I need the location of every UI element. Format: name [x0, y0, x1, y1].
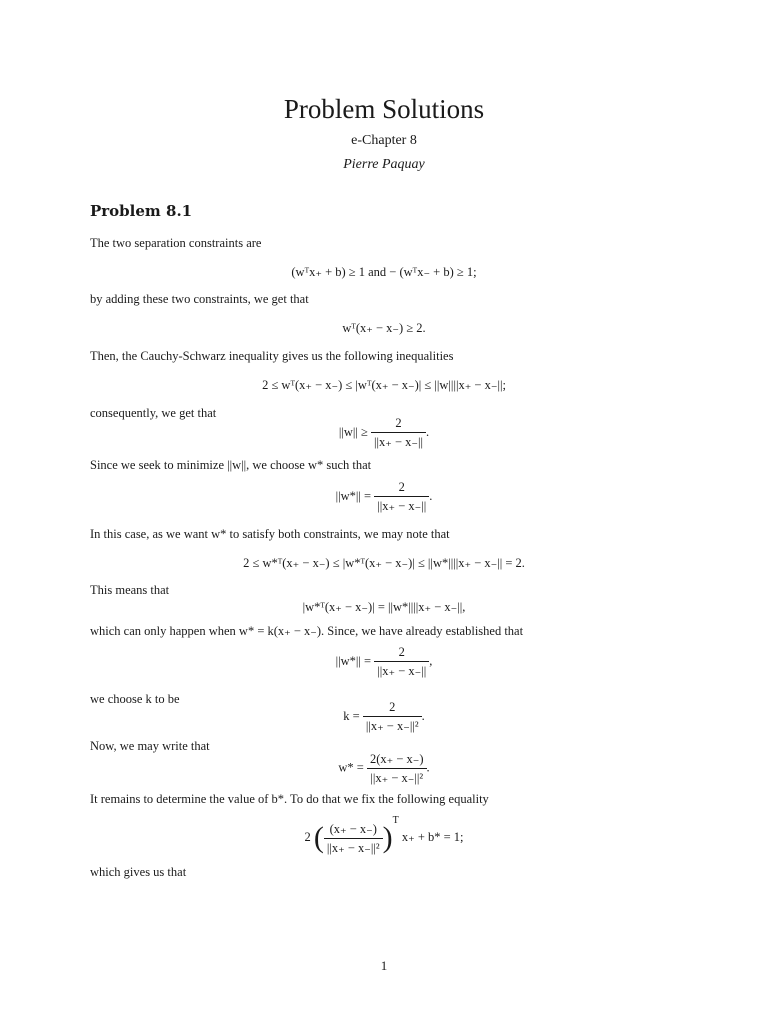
equation-5: [0, 480, 768, 514]
paragraph-8: which can only happen when w* = k(x₊ − x₋). Since, we have already established that: [90, 624, 524, 638]
equation-8-denominator: ||x₊ − x₋||: [377, 664, 427, 678]
paragraph-9: we choose k to be: [90, 692, 180, 706]
page-number: 1: [380, 958, 388, 973]
equation-11-right-paren: ): [382, 821, 393, 855]
equation-11-tail: x₊ + b* = 1;: [401, 830, 464, 844]
equation-11: [0, 815, 768, 856]
equation-10-numerator: 2(x₊ − x₋): [367, 751, 427, 769]
equation-11-coefficient: 2: [304, 830, 311, 844]
equation-10: [0, 751, 768, 786]
equation-1: (wᵀx₊ + b) ≥ 1 and − (wᵀx₋ + b) ≥ 1;: [291, 265, 477, 279]
equation-4-tail: .: [426, 424, 430, 439]
equation-4-numerator: 2: [371, 416, 426, 433]
paragraph-10: Now, we may write that: [90, 739, 210, 753]
equation-4-lhs: ||w|| ≥: [338, 424, 368, 439]
equation-11-left-paren: (: [313, 821, 324, 855]
equation-9-fraction: [363, 700, 422, 734]
equation-11-numerator: (x₊ − x₋): [324, 821, 383, 839]
author-name: Pierre Paquay: [343, 157, 425, 172]
equation-8-fraction: [374, 645, 429, 679]
equation-4-fraction: [371, 416, 426, 450]
paragraph-6: In this case, as we want w* to satisfy both constraints, we may note that: [90, 527, 450, 541]
equation-9-denominator: ||x₊ − x₋||²: [365, 719, 419, 733]
equation-3: 2 ≤ wᵀ(x₊ − x₋) ≤ |wᵀ(x₊ − x₋)| ≤ ||w||||x₊ − x₋||;: [262, 378, 506, 392]
chapter-subtitle: e-Chapter 8: [351, 133, 417, 148]
page-title: Problem Solutions: [283, 94, 485, 124]
paragraph-4: consequently, we get that: [90, 406, 217, 420]
paragraph-12: which gives us that: [90, 865, 187, 879]
equation-10-denominator: ||x₊ − x₋||²: [370, 771, 424, 785]
equation-4: [0, 416, 768, 450]
equation-11-transpose: T: [392, 815, 399, 826]
paragraph-5: Since we seek to minimize ||w||, we choose w* such that: [90, 458, 372, 472]
equation-9-tail: .: [421, 708, 425, 723]
equation-8-numerator: 2: [374, 645, 429, 662]
equation-5-tail: .: [429, 488, 433, 503]
equation-6: 2 ≤ w*ᵀ(x₊ − x₋) ≤ |w*ᵀ(x₊ − x₋)| ≤ ||w*||||x₊ − x₋|| = 2.: [243, 556, 525, 570]
equation-9-lhs: k =: [343, 708, 360, 723]
equation-11-denominator: ||x₊ − x₋||²: [326, 840, 380, 855]
equation-8-tail: ,: [429, 653, 433, 668]
equation-8: [0, 645, 768, 679]
equation-10-fraction: [367, 751, 427, 786]
equation-5-fraction: [374, 480, 429, 514]
equation-11-fraction: [324, 821, 383, 856]
equation-5-numerator: 2: [374, 480, 429, 497]
section-heading: Problem 8.1: [90, 202, 193, 220]
paragraph-1: The two separation constraints are: [90, 236, 262, 250]
equation-4-denominator: ||x₊ − x₋||: [374, 435, 424, 449]
equation-5-lhs: ||w*|| =: [335, 488, 372, 503]
equation-10-tail: .: [426, 760, 430, 775]
equation-5-denominator: ||x₊ − x₋||: [377, 499, 427, 513]
equation-10-lhs: w* =: [338, 760, 364, 775]
equation-9: [0, 700, 768, 734]
equation-9-numerator: 2: [363, 700, 422, 717]
paragraph-7: This means that: [90, 583, 170, 597]
paragraph-11: It remains to determine the value of b*. To do that we fix the following equality: [90, 792, 489, 806]
equation-2: wᵀ(x₊ − x₋) ≥ 2.: [342, 321, 426, 335]
equation-7: |w*ᵀ(x₊ − x₋)| = ||w*||||x₊ − x₋||,: [302, 600, 466, 614]
equation-8-lhs: ||w*|| =: [335, 653, 372, 668]
paragraph-2: by adding these two constraints, we get that: [90, 292, 309, 306]
paragraph-3: Then, the Cauchy-Schwarz inequality gives us the following inequalities: [90, 349, 454, 363]
